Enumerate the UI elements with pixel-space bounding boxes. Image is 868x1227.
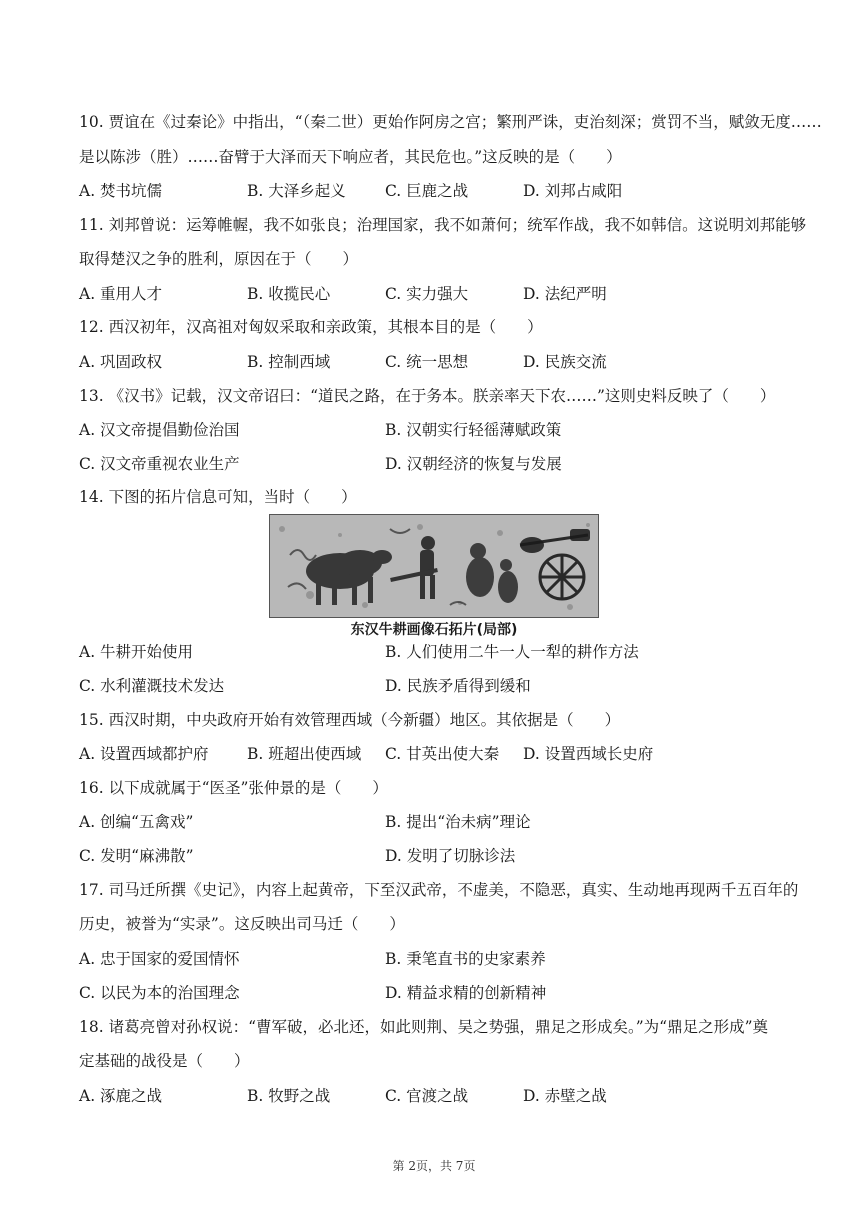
question-11-line-1: 11. 刘邦曾说：运筹帷幄，我不如张良；治理国家，我不如萧何；统军作战，我不如韩信。这说明刘邦能够 <box>79 216 807 234</box>
q10-option-a[interactable]: A. 焚书坑儒 <box>79 182 163 200</box>
rubbing-image <box>269 514 599 618</box>
figure-caption: 东汉牛耕画像石拓片(局部) <box>350 622 518 638</box>
question-11-line-2: 取得楚汉之争的胜利，原因在于（ ） <box>79 250 359 268</box>
q17-option-b[interactable]: B. 秉笔直书的史家素养 <box>385 950 546 968</box>
q14-option-d[interactable]: D. 民族矛盾得到缓和 <box>385 677 531 695</box>
q13-option-b[interactable]: B. 汉朝实行轻徭薄赋政策 <box>385 421 562 439</box>
question-17-line-1: 17. 司马迁所撰《史记》，内容上起黄帝，下至汉武帝，不虚美，不隐恶，真实、生动地再现两千五百年的 <box>79 881 799 899</box>
q15-option-a[interactable]: A. 设置西域都护府 <box>79 745 209 763</box>
q10-option-b[interactable]: B. 大泽乡起义 <box>247 182 346 200</box>
q11-option-c[interactable]: C. 实力强大 <box>385 285 469 303</box>
question-13-line-1: 13. 《汉书》记载，汉文帝诏曰：“道民之路，在于务本。朕亲率天下农……”这则史料反映了（ ） <box>79 387 776 405</box>
q16-option-d[interactable]: D. 发明了切脉诊法 <box>385 847 516 865</box>
q12-option-b[interactable]: B. 控制西域 <box>247 353 331 371</box>
q16-option-a[interactable]: A. 创编“五禽戏” <box>79 813 194 831</box>
q12-option-d[interactable]: D. 民族交流 <box>523 353 607 371</box>
q11-option-d[interactable]: D. 法纪严明 <box>523 285 607 303</box>
q18-option-d[interactable]: D. 赤壁之战 <box>523 1087 607 1105</box>
q11-option-b[interactable]: B. 收揽民心 <box>247 285 331 303</box>
q17-option-d[interactable]: D. 精益求精的创新精神 <box>385 984 547 1002</box>
question-12-line-1: 12. 西汉初年，汉高祖对匈奴采取和亲政策，其根本目的是（ ） <box>79 318 543 336</box>
q17-option-c[interactable]: C. 以民为本的治国理念 <box>79 984 240 1002</box>
q16-option-c[interactable]: C. 发明“麻沸散” <box>79 847 194 865</box>
question-18-line-2: 定基础的战役是（ ） <box>79 1052 250 1070</box>
q14-option-a[interactable]: A. 牛耕开始使用 <box>79 643 194 661</box>
q15-option-c[interactable]: C. 甘英出使大秦 <box>385 745 500 763</box>
question-18-line-1: 18. 诸葛亮曾对孙权说：“曹军破，必北还，如此则荆、吴之势强，鼎足之形成矣。”为“鼎足之形成”奠 <box>79 1018 769 1036</box>
q14-option-c[interactable]: C. 水利灌溉技术发达 <box>79 677 225 695</box>
q10-option-d[interactable]: D. 刘邦占咸阳 <box>523 182 623 200</box>
q12-option-c[interactable]: C. 统一思想 <box>385 353 469 371</box>
q17-option-a[interactable]: A. 忠于国家的爱国情怀 <box>79 950 240 968</box>
q18-option-b[interactable]: B. 牧野之战 <box>247 1087 331 1105</box>
q14-option-b[interactable]: B. 人们使用二牛一人一犁的耕作方法 <box>385 643 639 661</box>
q15-option-d[interactable]: D. 设置西域长史府 <box>523 745 654 763</box>
q11-option-a[interactable]: A. 重用人才 <box>79 285 163 303</box>
question-10-line-1: 10. 贾谊在《过秦论》中指出，“（秦二世）更始作阿房之宫；繁刑严诛，吏治刻深；赏罚不当，赋敛无度…… <box>79 113 822 131</box>
question-10-line-2: 是以陈涉（胜）……奋臂于大泽而天下响应者，其民危也。”这反映的是（ ） <box>79 148 622 166</box>
q16-option-b[interactable]: B. 提出“治未病”理论 <box>385 813 531 831</box>
page-footer: 第 2页，共 7页 <box>392 1159 476 1173</box>
q13-option-c[interactable]: C. 汉文帝重视农业生产 <box>79 455 240 473</box>
q10-option-c[interactable]: C. 巨鹿之战 <box>385 182 469 200</box>
q13-option-d[interactable]: D. 汉朝经济的恢复与发展 <box>385 455 562 473</box>
q13-option-a[interactable]: A. 汉文帝提倡勤俭治国 <box>79 421 240 439</box>
question-17-line-2: 历史，被誉为“实录”。这反映出司马迁（ ） <box>79 915 405 933</box>
question-16-line-1: 16. 以下成就属于“医圣”张仲景的是（ ） <box>79 779 388 797</box>
question-14-line-1: 14. 下图的拓片信息可知，当时（ ） <box>79 488 357 506</box>
q18-option-a[interactable]: A. 涿鹿之战 <box>79 1087 163 1105</box>
q15-option-b[interactable]: B. 班超出使西域 <box>247 745 362 763</box>
question-15-line-1: 15. 西汉时期，中央政府开始有效管理西域（今新疆）地区。其依据是（ ） <box>79 711 621 729</box>
q12-option-a[interactable]: A. 巩固政权 <box>79 353 163 371</box>
q18-option-c[interactable]: C. 官渡之战 <box>385 1087 469 1105</box>
